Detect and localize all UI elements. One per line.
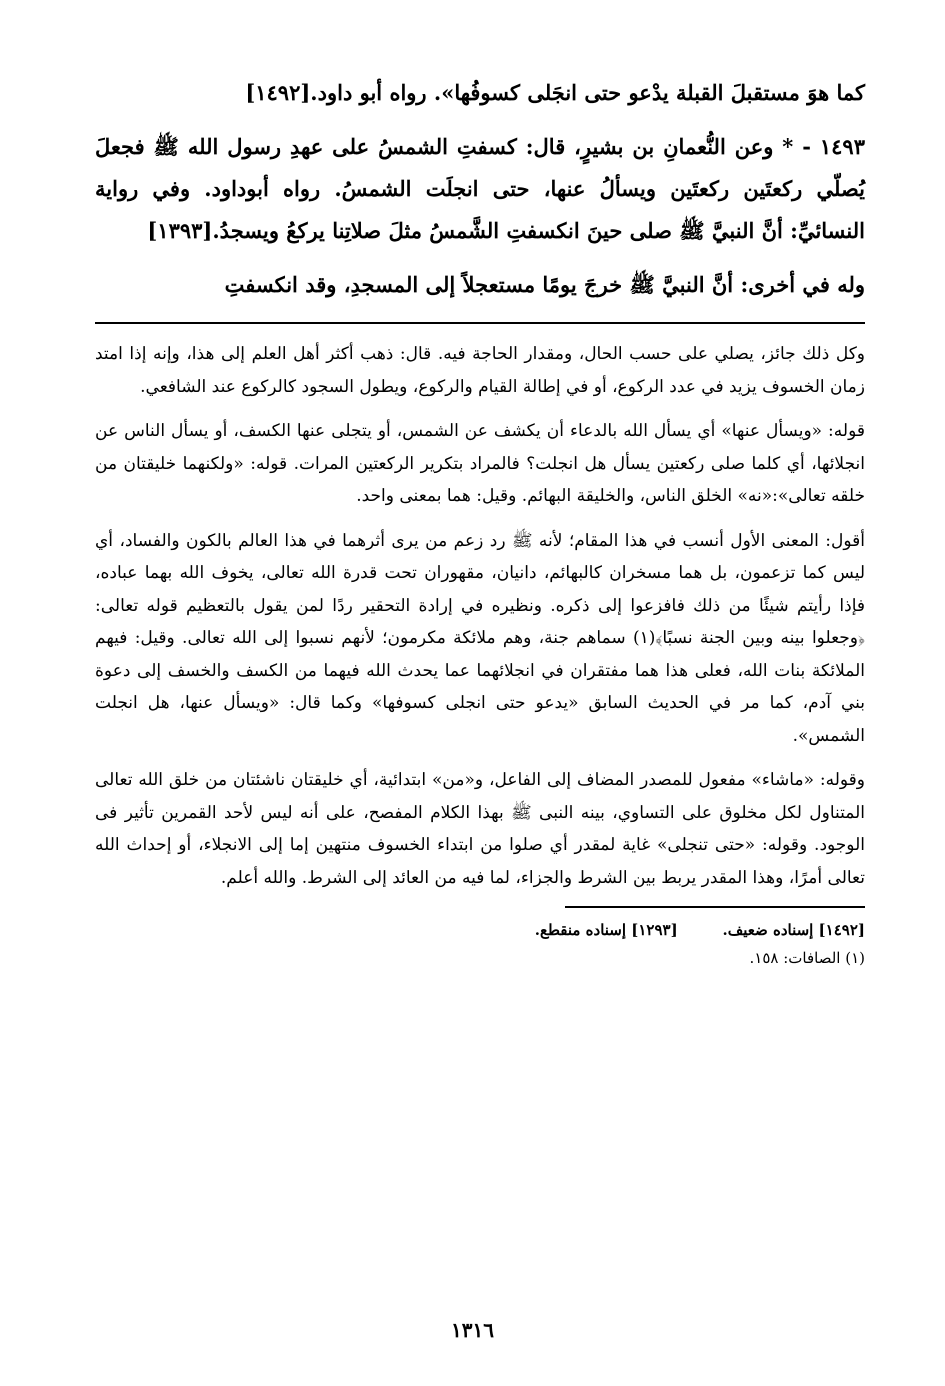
book-page — [95, 72, 865, 1372]
footnote-row-1 — [95, 916, 865, 944]
footnote-1492: [١٤٩٢] إسناده ضعيف. — [722, 921, 865, 939]
commentary-paragraph-3: أقول: المعنى الأول أنسب في هذا المقام؛ لأنه ﷺ رد زعم من يرى أثرهما في هذا العالم بالكون والفساد، أي ليس كما تزعمون، بل هما مسخران كالبهائم، دانيان، مقهوران تحت قدرة الله تعالى، يخوف الله بهما عباده، فإذا رأيتم شيئًا من ذلك فافزعوا إلى ذكره. ونظيره في إرادة التحقير ردًا لمن يقول بالتعظيم قوله تعالى: ﴿وجعلوا بينه وبين الجنة نسبًا﴾(١) سماهم جنة، وهم ملائكة مكرمون؛ لأنهم نسبوا إلى الله تعالى. وقيل: فيهم الملائكة بنات الله، فعلى هذا هما مفتقران في انجلائهما عما يحدث الله فيهما من الكسف والخسف إلى دعوة بني آدم، كما مر في الحديث السابق «يدعو حتى انجلى كسوفها» وكما قال: «ويسأل عنها، هل انجلت الشمس». — [95, 530, 865, 746]
text-divider — [95, 322, 865, 324]
footnote-row-2 — [95, 944, 865, 972]
commentary-paragraph-1: وكل ذلك جائز، يصلي على حسب الحال، ومقدار الحاجة فيه. قال: ذهب أكثر أهل العلم إلى هذا، وإنه إذا امتد زمان الخسوف يزيد في عدد الركوع، أو في إطالة القيام والركوع، ويطول السجود كالركوع عند الشافعي. — [95, 344, 865, 397]
footnote-1293: [١٢٩٣] إسناده منقطع. — [534, 921, 678, 939]
hadith-text — [95, 72, 865, 306]
hadith-paragraph-3: وله في أخرى: أنَّ النبيَّ ﷺ خرجَ يومًا مستعجلاً إلى المسجدِ، وقد انكسفتِ — [224, 272, 865, 297]
footnote-quran-ref: (١) الصافات: ١٥٨. — [749, 949, 865, 967]
page-number: ١٣١٦ — [451, 1318, 494, 1342]
hadith-paragraph-2: ١٤٩٣ - * وعن النُّعمانِ بن بشيرٍ، قال: كسفتِ الشمسُ على عهدِ رسول الله ﷺ فجعلَ يُصلّي ركعتَين ركعتَين ويسألُ عنها، حتى انجلَت الشمسُ. رواه أبوداود. وفي رواية النسائيِّ: أنَّ النبيَّ ﷺ صلى حينَ انكسفتِ الشَّمسُ مثلَ صلاتِنا يركعُ ويسجدُ.[١٣٩٣] — [95, 134, 865, 243]
hadith-paragraph-1: كما هوَ مستقبلَ القبلة يدْعو حتى انجَلى كسوفُها». رواه أبو داود.[١٤٩٢] — [245, 80, 865, 105]
commentary-paragraph-2: قوله: «ويسأل عنها» أي يسأل الله بالدعاء أن يكشف عن الشمس، أو يتجلى عنها الكسف، أو يسأل الناس عن انجلائها، أي كلما صلى ركعتين يسأل هل انجلت؟ فالمراد بتكرير الركعتين المرات. قوله: «ولكنهما خليقتان من خلقه تعالى»:«نه» الخلق الناس، والخليقة البهائم. وقيل: هما بمعنى واحد. — [95, 421, 865, 506]
commentary-text — [95, 338, 865, 894]
footnote-divider — [565, 906, 865, 908]
footnotes — [95, 916, 865, 972]
commentary-paragraph-4: وقوله: «ماشاء» مفعول للمصدر المضاف إلى الفاعل، و«من» ابتدائية، أي خليقتان ناشئتان من خلق الله تعالى المتناول لكل مخلوق على التساوي، بينه النبى ﷺ بهذا الكلام المفصح، على أنه ليس لأحد القمرين تأثير فى الوجود. وقوله: «حتى تنجلى» غاية لمقدر أي صلوا من ابتداء الخسوف منتهين إما إلى الانجلاء، أو إحداث الله تعالى أمرًا، وهذا المقدر يربط بين الشرط والجزاء، لما فيه من العائد إلى الشرط. والله أعلم. — [95, 770, 865, 888]
